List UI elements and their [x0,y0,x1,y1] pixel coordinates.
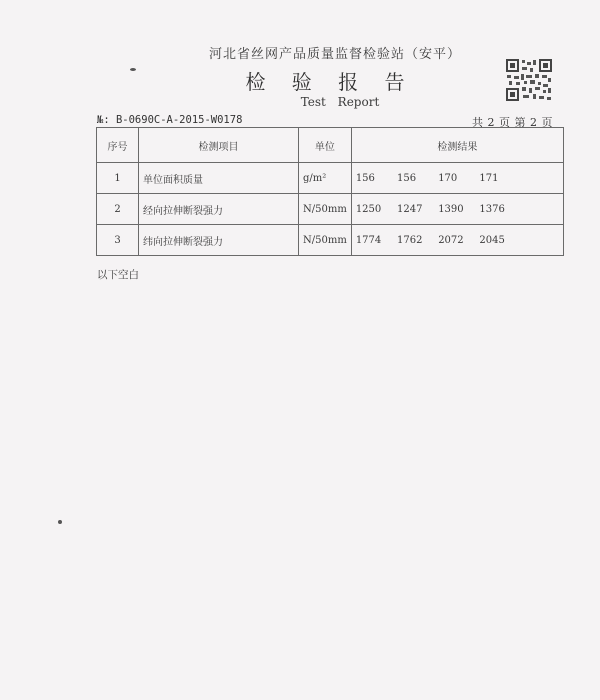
result-value: 1250 [355,203,382,215]
row-index: 1 [97,163,139,194]
report-title: 检 验 报 告 [245,70,415,94]
row-item: 纬向拉伸断裂强力 [139,225,299,256]
table-row [97,163,564,194]
page-info: 共 2 页 第 2 页 [472,116,553,129]
result-value: 1247 [397,203,423,215]
report-subtitle: Test Report [300,95,380,109]
column-header-unit: 单位 [299,128,352,163]
table-row [97,194,564,225]
table-header-row [97,128,564,163]
result-value: 1390 [438,203,464,215]
scan-speck [58,520,62,524]
result-value: 156 [355,172,375,184]
result-value: 170 [438,172,458,184]
row-item: 单位面积质量 [139,163,299,194]
result-value: 1762 [397,234,423,246]
row-index: 3 [97,225,139,256]
column-header-item: 检测项目 [139,128,299,163]
column-header-results: 检测结果 [351,128,563,163]
column-header-index: 序号 [97,128,139,163]
row-unit: N/50mm [299,225,352,256]
scan-speck [130,68,136,71]
row-item: 经向拉伸断裂强力 [139,194,299,225]
row-results [351,225,563,256]
result-value: 1774 [355,234,382,246]
row-results [351,194,563,225]
result-value: 1376 [479,203,505,215]
table-row [97,225,564,256]
qr-code-icon [505,58,553,102]
organization-name: 河北省丝网产品质量监督检验站（安平） [208,47,461,62]
result-value: 156 [397,172,417,184]
row-unit: g/m² [299,163,352,194]
result-value: 2072 [438,234,464,246]
row-index: 2 [97,194,139,225]
result-value: 171 [479,172,499,184]
result-value: 2045 [479,234,505,246]
row-results [351,163,563,194]
document-number: №: B-0690C-A-2015-W0178 [97,114,243,126]
test-results-table [96,127,564,256]
row-unit: N/50mm [299,194,352,225]
blank-below-note: 以下空白 [97,269,139,281]
